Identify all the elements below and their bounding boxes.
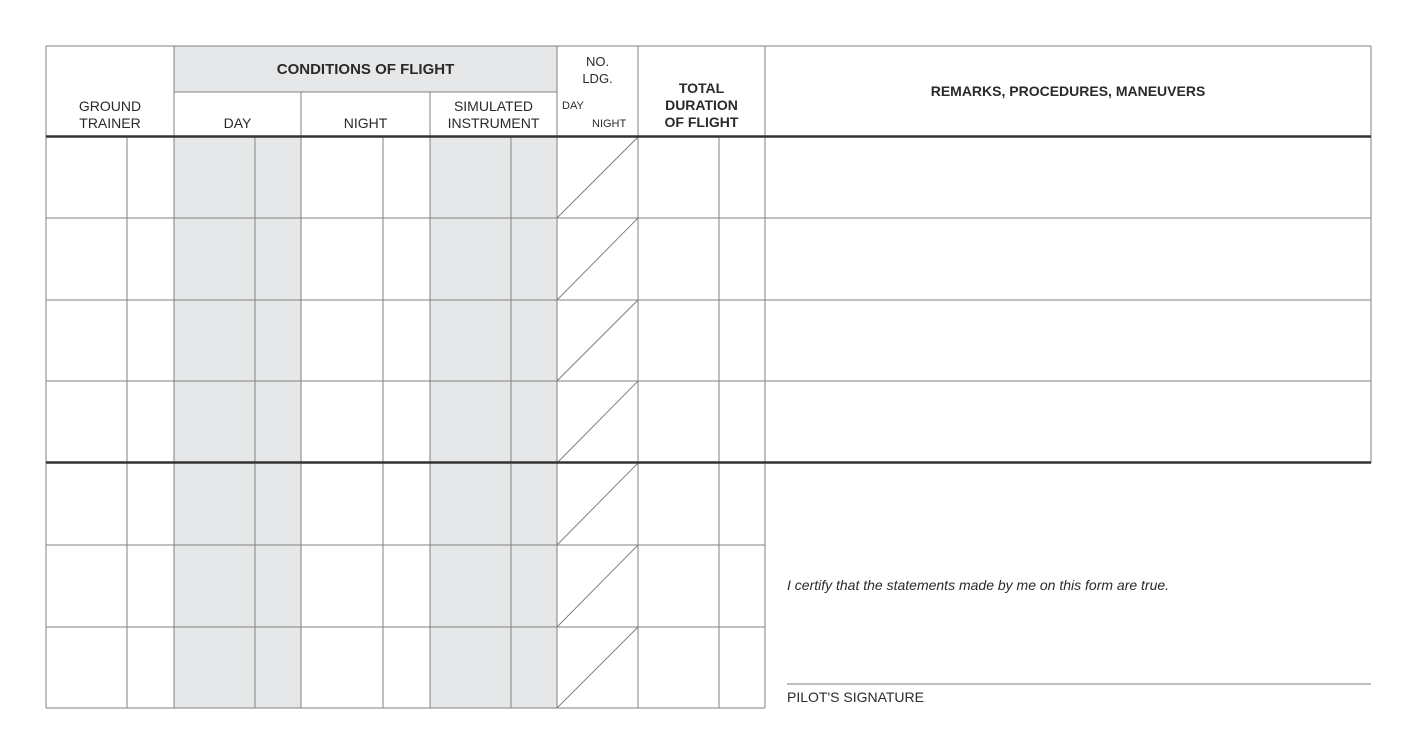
pilot-signature-label: PILOT'S SIGNATURE — [787, 689, 924, 705]
no-ldg-day-label: DAY — [562, 100, 584, 112]
certification-statement: I certify that the statements made by me on this form are true. — [787, 577, 1170, 593]
ground-trainer-header: GROUND TRAINER — [78, 98, 142, 131]
remarks-header: REMARKS, PROCEDURES, MANEUVERS — [930, 83, 1206, 99]
conditions-of-flight-header: CONDITIONS OF FLIGHT — [276, 61, 455, 78]
no-ldg-header: NO. LDG. — [582, 54, 613, 86]
night-header: NIGHT — [343, 115, 388, 131]
no-ldg-night-label: NIGHT — [592, 118, 627, 130]
simulated-instrument-header: SIMULATED INSTRUMENT — [447, 98, 540, 131]
total-duration-header: TOTAL DURATION OF FLIGHT — [664, 80, 739, 130]
day-header: DAY — [223, 115, 252, 131]
day-column-shade — [174, 137, 301, 708]
sim-instrument-column-shade — [430, 137, 557, 708]
